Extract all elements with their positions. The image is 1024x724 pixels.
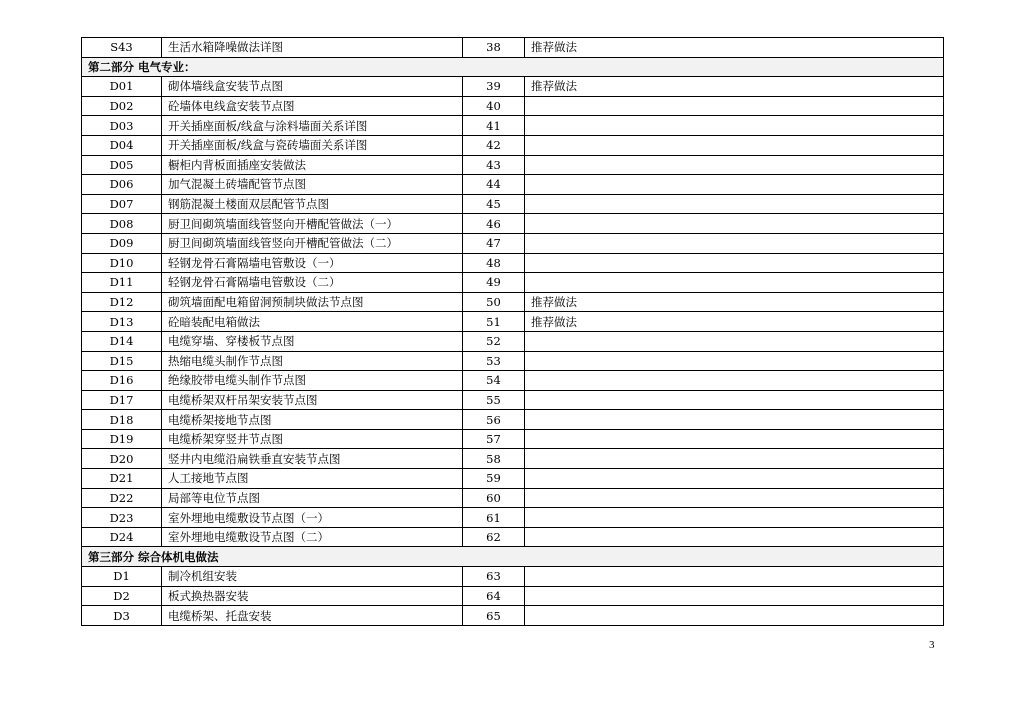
row-note xyxy=(525,233,944,253)
table-row xyxy=(82,410,944,430)
table-row xyxy=(82,606,944,626)
row-name: 电缆穿墙、穿楼板节点图 xyxy=(162,331,463,351)
row-name: 开关插座面板/线盒与涂料墙面关系详图 xyxy=(162,116,463,136)
row-note xyxy=(525,488,944,508)
row-note xyxy=(525,96,944,116)
row-code: D17 xyxy=(82,390,162,410)
row-note xyxy=(525,194,944,214)
row-page: 41 xyxy=(463,116,525,136)
row-code: D2 xyxy=(82,586,162,606)
row-name: 砼暗装配电箱做法 xyxy=(162,312,463,332)
table-row xyxy=(82,135,944,155)
row-code: D3 xyxy=(82,606,162,626)
row-page: 60 xyxy=(463,488,525,508)
table-row xyxy=(82,586,944,606)
section-heading: 第三部分 综合体机电做法 xyxy=(82,547,944,567)
row-page: 49 xyxy=(463,273,525,293)
row-note xyxy=(525,214,944,234)
row-name: 厨卫间砌筑墙面线管竖向开槽配管做法（二） xyxy=(162,233,463,253)
row-code: D21 xyxy=(82,469,162,489)
row-code: D14 xyxy=(82,331,162,351)
row-code: D10 xyxy=(82,253,162,273)
row-page: 46 xyxy=(463,214,525,234)
row-code: D20 xyxy=(82,449,162,469)
table-row xyxy=(82,508,944,528)
row-page: 63 xyxy=(463,567,525,587)
row-note xyxy=(525,331,944,351)
table-row xyxy=(82,214,944,234)
row-page: 58 xyxy=(463,449,525,469)
row-page: 55 xyxy=(463,390,525,410)
table-row xyxy=(82,38,944,58)
row-name: 钢筋混凝土楼面双层配管节点图 xyxy=(162,194,463,214)
row-note: 推荐做法 xyxy=(525,77,944,97)
row-page: 47 xyxy=(463,233,525,253)
row-code: D07 xyxy=(82,194,162,214)
row-code: D02 xyxy=(82,96,162,116)
row-note xyxy=(525,567,944,587)
row-code: D19 xyxy=(82,429,162,449)
section-heading: 第二部分 电气专业： xyxy=(82,57,944,77)
row-note: 推荐做法 xyxy=(525,312,944,332)
row-page: 40 xyxy=(463,96,525,116)
row-name: 电缆桥架接地节点图 xyxy=(162,410,463,430)
row-code: D13 xyxy=(82,312,162,332)
table-row xyxy=(82,429,944,449)
row-page: 52 xyxy=(463,331,525,351)
row-code: D16 xyxy=(82,371,162,391)
row-name: 人工接地节点图 xyxy=(162,469,463,489)
row-code: D15 xyxy=(82,351,162,371)
table-row xyxy=(82,233,944,253)
table-row xyxy=(82,469,944,489)
row-note xyxy=(525,116,944,136)
row-name: 橱柜内背板面插座安装做法 xyxy=(162,155,463,175)
row-code: D18 xyxy=(82,410,162,430)
table-row xyxy=(82,96,944,116)
row-code: D06 xyxy=(82,175,162,195)
row-page: 59 xyxy=(463,469,525,489)
table-row xyxy=(82,488,944,508)
row-page: 62 xyxy=(463,527,525,547)
row-code: D09 xyxy=(82,233,162,253)
row-code: D04 xyxy=(82,135,162,155)
row-page: 38 xyxy=(463,38,525,58)
row-name: 轻钢龙骨石膏隔墙电管敷设（二） xyxy=(162,273,463,293)
row-name: 室外埋地电缆敷设节点图（一） xyxy=(162,508,463,528)
row-name: 局部等电位节点图 xyxy=(162,488,463,508)
table-row xyxy=(82,253,944,273)
row-name: 厨卫间砌筑墙面线管竖向开槽配管做法（一） xyxy=(162,214,463,234)
row-page: 39 xyxy=(463,77,525,97)
row-name: 砼墙体电线盒安装节点图 xyxy=(162,96,463,116)
row-page: 64 xyxy=(463,586,525,606)
table-row xyxy=(82,155,944,175)
row-note: 推荐做法 xyxy=(525,292,944,312)
row-page: 42 xyxy=(463,135,525,155)
row-code: D05 xyxy=(82,155,162,175)
table-row xyxy=(82,312,944,332)
row-note xyxy=(525,390,944,410)
row-page: 43 xyxy=(463,155,525,175)
table-row xyxy=(82,449,944,469)
row-page: 61 xyxy=(463,508,525,528)
row-page: 57 xyxy=(463,429,525,449)
row-page: 44 xyxy=(463,175,525,195)
row-note xyxy=(525,449,944,469)
row-code: D24 xyxy=(82,527,162,547)
section-row-complex-mep xyxy=(82,547,944,567)
row-note xyxy=(525,351,944,371)
row-note xyxy=(525,155,944,175)
row-note xyxy=(525,371,944,391)
row-note xyxy=(525,606,944,626)
table-row xyxy=(82,77,944,97)
row-page: 48 xyxy=(463,253,525,273)
row-code: D11 xyxy=(82,273,162,293)
table-row xyxy=(82,194,944,214)
table-row xyxy=(82,292,944,312)
row-note xyxy=(525,273,944,293)
table-row xyxy=(82,351,944,371)
section-row-electrical xyxy=(82,57,944,77)
row-page: 51 xyxy=(463,312,525,332)
row-note xyxy=(525,508,944,528)
row-name: 热缩电缆头制作节点图 xyxy=(162,351,463,371)
row-code: D1 xyxy=(82,567,162,587)
row-name: 竖井内电缆沿扁铁垂直安装节点图 xyxy=(162,449,463,469)
row-code: D12 xyxy=(82,292,162,312)
page-number: 3 xyxy=(929,639,935,651)
table-row xyxy=(82,527,944,547)
row-note xyxy=(525,469,944,489)
row-name: 室外埋地电缆敷设节点图（二） xyxy=(162,527,463,547)
row-page: 50 xyxy=(463,292,525,312)
table-row xyxy=(82,390,944,410)
row-page: 54 xyxy=(463,371,525,391)
row-page: 56 xyxy=(463,410,525,430)
row-page: 45 xyxy=(463,194,525,214)
row-note xyxy=(525,527,944,547)
row-name: 轻钢龙骨石膏隔墙电管敷设（一） xyxy=(162,253,463,273)
row-note xyxy=(525,410,944,430)
row-note xyxy=(525,586,944,606)
row-page: 53 xyxy=(463,351,525,371)
table-row xyxy=(82,116,944,136)
row-name: 板式换热器安装 xyxy=(162,586,463,606)
row-name: 开关插座面板/线盒与瓷砖墙面关系详图 xyxy=(162,135,463,155)
row-name: 电缆桥架穿竖井节点图 xyxy=(162,429,463,449)
row-note xyxy=(525,253,944,273)
row-name: 砌体墙线盒安装节点图 xyxy=(162,77,463,97)
drawing-index-table xyxy=(81,37,944,626)
row-note: 推荐做法 xyxy=(525,38,944,58)
row-name: 电缆桥架双杆吊架安装节点图 xyxy=(162,390,463,410)
row-name: 制冷机组安装 xyxy=(162,567,463,587)
row-code: D23 xyxy=(82,508,162,528)
table-row xyxy=(82,567,944,587)
row-name: 生活水箱降噪做法详图 xyxy=(162,38,463,58)
row-name: 加气混凝土砖墙配管节点图 xyxy=(162,175,463,195)
row-code: D22 xyxy=(82,488,162,508)
row-name: 绝缘胶带电缆头制作节点图 xyxy=(162,371,463,391)
row-code: D03 xyxy=(82,116,162,136)
table-row xyxy=(82,371,944,391)
row-name: 砌筑墙面配电箱留洞预制块做法节点图 xyxy=(162,292,463,312)
table-row xyxy=(82,273,944,293)
row-note xyxy=(525,135,944,155)
row-note xyxy=(525,175,944,195)
table-row xyxy=(82,331,944,351)
table-row xyxy=(82,175,944,195)
row-page: 65 xyxy=(463,606,525,626)
row-code: S43 xyxy=(82,38,162,58)
row-code: D08 xyxy=(82,214,162,234)
row-code: D01 xyxy=(82,77,162,97)
row-note xyxy=(525,429,944,449)
row-name: 电缆桥架、托盘安装 xyxy=(162,606,463,626)
